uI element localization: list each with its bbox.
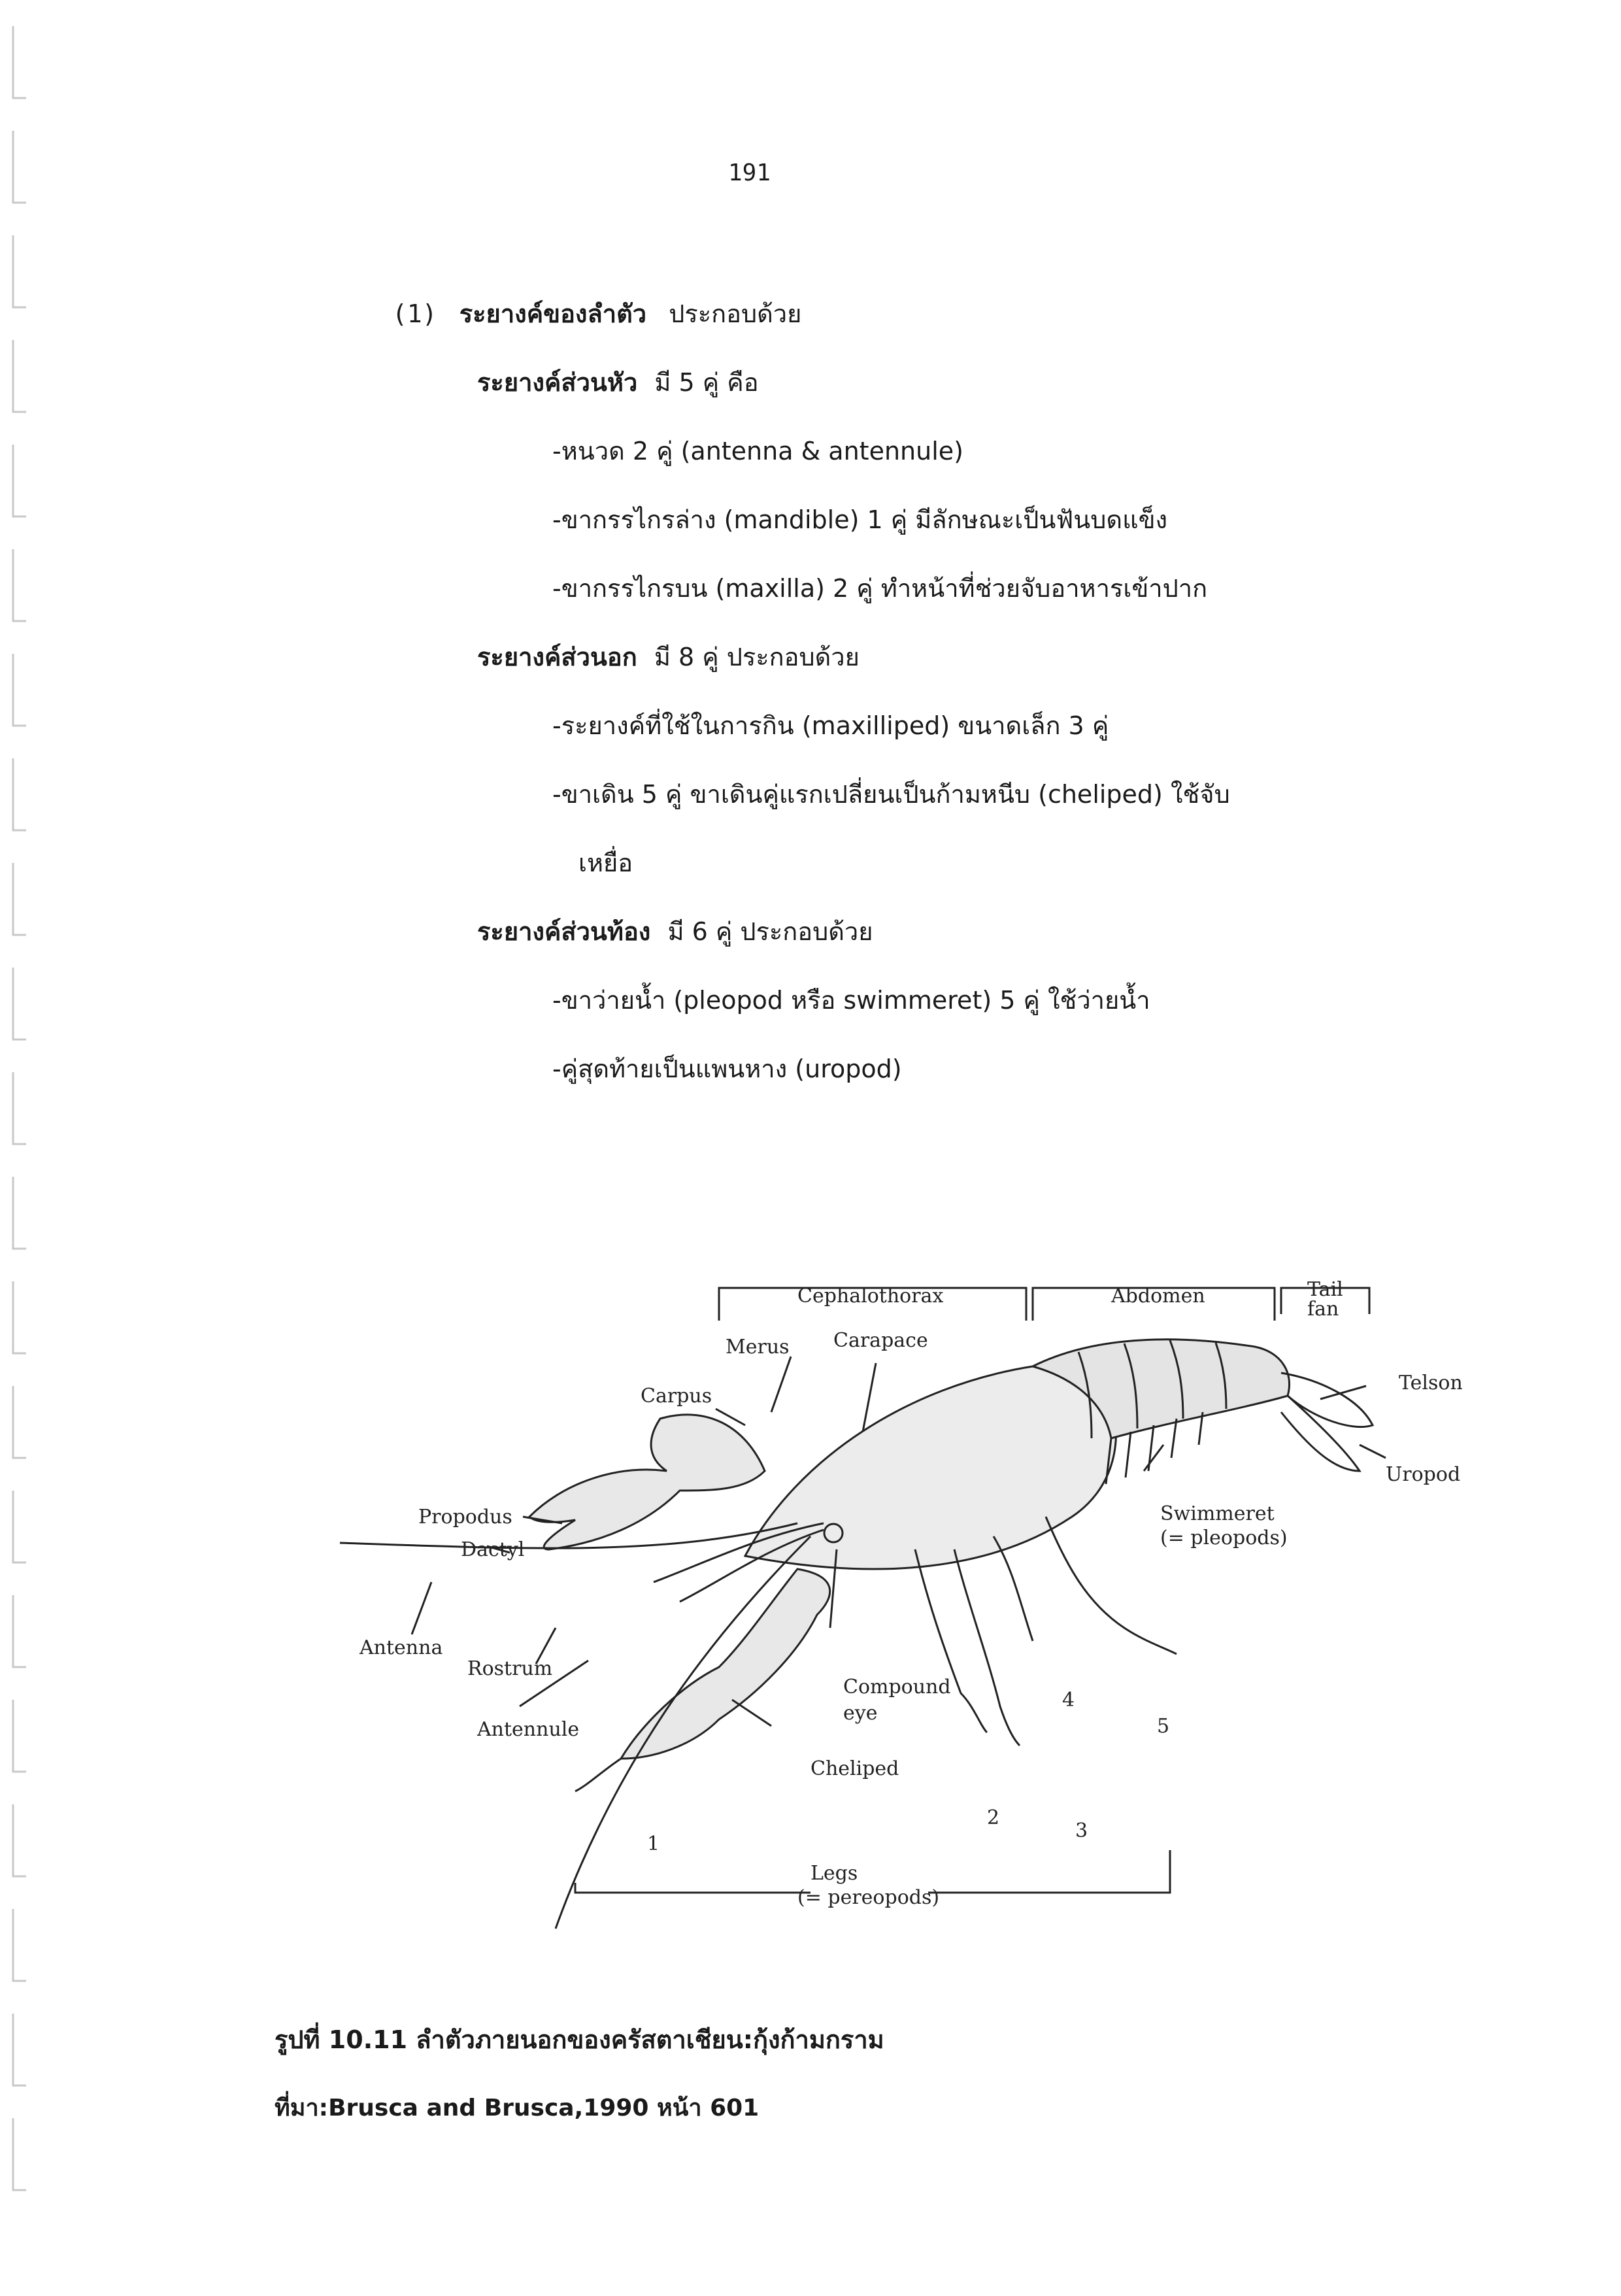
list-item-walking-legs-cont: เหยื่อ [578, 849, 633, 877]
uropod-shape [1281, 1396, 1360, 1471]
label-carpus: Carpus [641, 1385, 712, 1408]
walking-leg-2 [915, 1549, 987, 1732]
label-pereopods: (= pereopods) [797, 1886, 940, 1909]
label-fan: fan [1307, 1298, 1339, 1321]
walking-leg-3 [954, 1549, 1020, 1746]
label-leg-5: 5 [1157, 1715, 1170, 1738]
list-item-uropod: -คู่สุดท้ายเป็นแพนหาง (uropod) [552, 1055, 902, 1083]
label-telson: Telson [1399, 1372, 1463, 1394]
list-item-maxilliped: -ระยางค์ที่ใช้ในการกิน (maxilliped) ขนาดเล็ก 3 คู่ [552, 711, 1109, 740]
label-compound: Compound [843, 1676, 951, 1698]
section-head-count: มี 5 คู่ คือ [654, 368, 759, 397]
label-carapace: Carapace [833, 1329, 928, 1352]
label-swimmeret: Swimmeret [1160, 1502, 1275, 1525]
label-abdomen: Abdomen [1111, 1285, 1205, 1308]
telson-shape [1281, 1373, 1373, 1427]
section-thorax-title: ระยางค์ส่วนอก [477, 643, 637, 671]
label-leg-2: 2 [987, 1806, 1000, 1829]
section-abdomen-count: มี 6 คู่ ประกอบด้วย [667, 917, 873, 946]
label-rostrum: Rostrum [467, 1657, 553, 1680]
label-cheliped: Cheliped [811, 1757, 899, 1780]
label-merus: Merus [726, 1336, 790, 1359]
section-abdomen-title-line [477, 915, 873, 948]
label-legs: Legs [811, 1862, 858, 1885]
heading-title: ระยางค์ของลำตัว [459, 299, 647, 328]
label-leg-4: 4 [1062, 1689, 1075, 1712]
section-thorax-title-line [477, 641, 860, 673]
section-head-title: ระยางค์ส่วนหัว [477, 368, 638, 397]
label-antennule: Antennule [477, 1718, 580, 1741]
label-dactyl: Dactyl [461, 1538, 525, 1561]
label-antenna: Antenna [359, 1636, 443, 1659]
label-pleopods: (= pleopods) [1160, 1527, 1288, 1549]
label-propodus: Propodus [418, 1506, 512, 1528]
list-item-maxilla: -ขากรรไกรบน (maxilla) 2 คู่ ทำหน้าที่ช่วยจับอาหารเข้าปาก [552, 574, 1208, 603]
page-number: 191 [728, 160, 771, 186]
list-item-walking-legs: -ขาเดิน 5 คู่ ขาเดินคู่แรกเปลี่ยนเป็นก้ามหนีบ (cheliped) ใช้จับ [552, 780, 1230, 809]
section-abdomen-title: ระยางค์ส่วนท้อง [477, 917, 651, 946]
crayfish-illustration [340, 1275, 1477, 1955]
label-leg-1: 1 [647, 1832, 660, 1855]
label-tail: Tail [1307, 1278, 1343, 1301]
figure-source: ที่มา:Brusca and Brusca,1990 หน้า 601 [275, 2095, 760, 2121]
label-uropod: Uropod [1386, 1463, 1461, 1486]
section-thorax-count: มี 8 คู่ ประกอบด้วย [654, 643, 860, 671]
upper-claw-shape [529, 1415, 765, 1549]
label-leg-3: 3 [1075, 1819, 1088, 1842]
list-item-mandible: -ขากรรไกรล่าง (mandible) 1 คู่ มีลักษณะเป็นฟันบดแข็ง [552, 505, 1168, 534]
figure-caption: รูปที่ 10.11 ลำตัวภายนอกของครัสตาเชียน:กุ้งก้ามกราม [275, 2025, 884, 2054]
binding-margin-marks [0, 0, 39, 2296]
list-item-antenna: -หนวด 2 คู่ (antenna & antennule) [552, 437, 963, 465]
walking-leg-5 [1046, 1517, 1177, 1654]
heading-line [392, 297, 801, 330]
label-cephalothorax: Cephalothorax [797, 1285, 944, 1308]
list-item-pleopod: -ขาว่ายน้ำ (pleopod หรือ swimmeret) 5 คู่ ใช้ว่ายน้ำ [552, 986, 1150, 1015]
label-eye: eye [843, 1702, 878, 1725]
section-head-title-line [477, 366, 759, 399]
heading-number: (1) [392, 299, 437, 328]
crayfish-figure [340, 1275, 1477, 1955]
heading-suffix: ประกอบด้วย [669, 299, 802, 328]
